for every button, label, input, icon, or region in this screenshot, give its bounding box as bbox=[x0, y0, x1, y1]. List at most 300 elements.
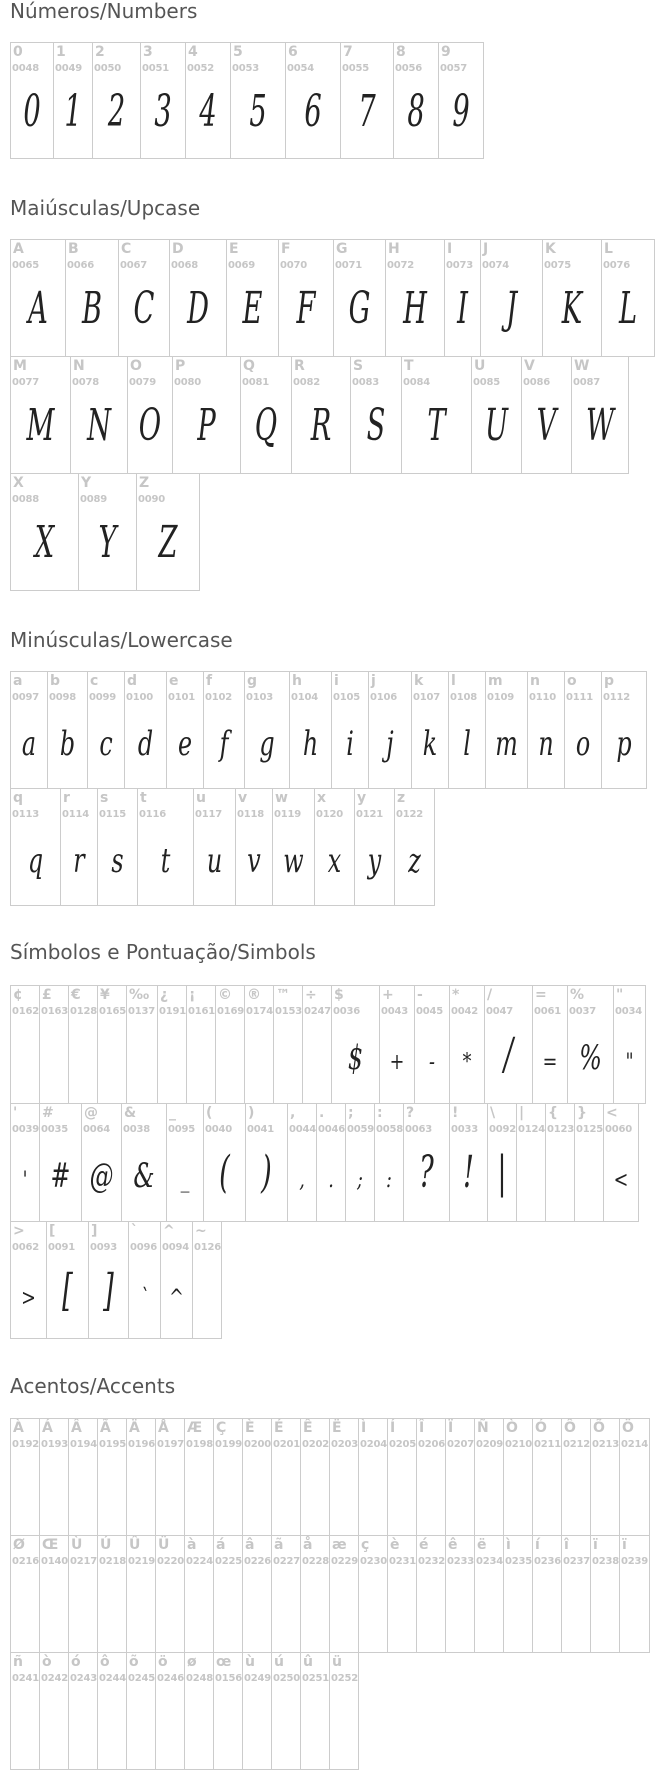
glyph-cell bbox=[331, 985, 380, 1104]
glyph-code-label: 0089 bbox=[80, 494, 108, 505]
glyph-character-label: l bbox=[451, 673, 456, 689]
glyph-sample: ) bbox=[261, 1147, 272, 1198]
glyph-cell bbox=[126, 985, 158, 1104]
glyph-character-label: Ù bbox=[71, 1537, 83, 1553]
glyph-cell bbox=[329, 1535, 359, 1653]
glyph-cell bbox=[385, 239, 445, 357]
glyph-character-label: Ë bbox=[332, 1420, 342, 1436]
glyph-code-label: 0195 bbox=[99, 1439, 127, 1450]
glyph-cell bbox=[387, 1418, 417, 1536]
glyph-cell bbox=[574, 1103, 604, 1222]
glyph-character-label: È bbox=[245, 1420, 255, 1436]
glyph-sample: u bbox=[206, 841, 223, 881]
glyph-sample: ] bbox=[103, 1265, 114, 1316]
glyph-code-label: 0126 bbox=[194, 1242, 222, 1253]
glyph-cell bbox=[242, 1535, 272, 1653]
glyph-cell bbox=[124, 671, 167, 789]
glyph-character-label: \ bbox=[490, 1105, 496, 1121]
glyph-code-label: 0191 bbox=[159, 1006, 187, 1017]
glyph-sample: : bbox=[386, 1168, 392, 1193]
glyph-sample: x bbox=[327, 841, 342, 881]
glyph-cell bbox=[155, 1535, 185, 1653]
glyph-character-label: ú bbox=[274, 1654, 284, 1670]
glyph-code-label: 0201 bbox=[273, 1439, 301, 1450]
glyph-cell bbox=[203, 1103, 246, 1222]
glyph-code-label: 0233 bbox=[447, 1556, 475, 1567]
glyph-sample: K bbox=[561, 283, 583, 334]
glyph-code-label: 0075 bbox=[544, 260, 572, 271]
glyph-code-label: 0059 bbox=[347, 1124, 375, 1135]
glyph-cell bbox=[47, 671, 88, 789]
glyph-sample: T bbox=[427, 400, 446, 451]
glyph-character-label: e bbox=[169, 673, 179, 689]
glyph-cell bbox=[70, 356, 128, 474]
glyph-code-label: 0174 bbox=[246, 1006, 274, 1017]
glyph-cell bbox=[160, 1221, 193, 1339]
glyph-cell bbox=[445, 1535, 475, 1653]
glyph-character-label: ( bbox=[206, 1105, 213, 1121]
glyph-sample: & bbox=[133, 1156, 155, 1196]
glyph-cell bbox=[394, 788, 435, 906]
glyph-character-label: I bbox=[447, 241, 453, 257]
glyph-cell bbox=[184, 1535, 214, 1653]
glyph-code-label: 0076 bbox=[603, 260, 631, 271]
glyph-character-label: } bbox=[577, 1105, 587, 1121]
glyph-cell bbox=[126, 1418, 156, 1536]
glyph-cell bbox=[619, 1418, 650, 1536]
glyph-cell bbox=[480, 239, 543, 357]
glyph-character-label: Ñ bbox=[477, 1420, 489, 1436]
glyph-code-label: 0045 bbox=[416, 1006, 444, 1017]
glyph-character-label: 9 bbox=[441, 44, 451, 60]
glyph-sample: W bbox=[585, 400, 615, 451]
glyph-code-label: 0070 bbox=[280, 260, 308, 271]
glyph-character-label: # bbox=[42, 1105, 54, 1121]
glyph-character-label: k bbox=[414, 673, 424, 689]
glyph-character-label: Ê bbox=[303, 1420, 313, 1436]
glyph-cell bbox=[235, 788, 273, 906]
glyph-cell bbox=[126, 1652, 156, 1770]
glyph-sample: ' bbox=[22, 1168, 28, 1193]
glyph-code-label: 0074 bbox=[482, 260, 510, 271]
glyph-code-label: 0043 bbox=[381, 1006, 409, 1017]
glyph-code-label: 0153 bbox=[275, 1006, 303, 1017]
glyph-cell bbox=[345, 1103, 375, 1222]
glyph-code-label: 0124 bbox=[518, 1124, 546, 1135]
glyph-sample: e bbox=[177, 724, 193, 764]
glyph-character-label: t bbox=[140, 790, 147, 806]
glyph-cell bbox=[484, 985, 533, 1104]
glyph-cell bbox=[213, 1535, 243, 1653]
glyph-sample: s bbox=[111, 841, 124, 881]
glyph-character-label: K bbox=[545, 241, 556, 257]
section-title: Acentos/Accents bbox=[10, 1374, 176, 1398]
glyph-cell bbox=[10, 1418, 40, 1536]
glyph-character-label: 8 bbox=[396, 44, 406, 60]
glyph-cell bbox=[39, 1103, 82, 1222]
glyph-code-label: 0112 bbox=[603, 692, 631, 703]
glyph-code-label: 0252 bbox=[331, 1673, 359, 1684]
glyph-cell bbox=[166, 671, 204, 789]
glyph-code-label: 0243 bbox=[70, 1673, 98, 1684]
glyph-cell bbox=[137, 788, 194, 906]
glyph-code-label: 0248 bbox=[186, 1673, 214, 1684]
glyph-sample: X bbox=[34, 517, 55, 568]
glyph-code-label: 0039 bbox=[12, 1124, 40, 1135]
glyph-cell bbox=[300, 1535, 330, 1653]
glyph-sample: 4 bbox=[199, 86, 217, 137]
glyph-sample: % bbox=[579, 1038, 602, 1078]
glyph-character-label: ¢ bbox=[13, 987, 23, 1003]
glyph-cell bbox=[155, 1652, 185, 1770]
glyph-code-label: 0071 bbox=[335, 260, 363, 271]
glyph-code-label: 0057 bbox=[440, 63, 468, 74]
glyph-character-label: ø bbox=[187, 1654, 197, 1670]
glyph-code-label: 0203 bbox=[331, 1439, 359, 1450]
glyph-character-label: Ï bbox=[448, 1420, 454, 1436]
glyph-character-label: x bbox=[317, 790, 327, 806]
glyph-sample: @ bbox=[89, 1156, 114, 1196]
glyph-code-label: 0042 bbox=[451, 1006, 479, 1017]
glyph-character-label: ï bbox=[593, 1537, 598, 1553]
glyph-cell bbox=[590, 1535, 620, 1653]
glyph-cell bbox=[213, 1652, 243, 1770]
glyph-character-label: M bbox=[13, 358, 27, 374]
glyph-character-label: ó bbox=[71, 1654, 81, 1670]
glyph-cell bbox=[39, 1535, 69, 1653]
glyph-cell bbox=[271, 1418, 301, 1536]
glyph-character-label: ! bbox=[452, 1105, 459, 1121]
glyph-character-label: ñ bbox=[13, 1654, 23, 1670]
glyph-character-label: $ bbox=[334, 987, 344, 1003]
glyph-character-label: P bbox=[175, 358, 186, 374]
glyph-sample: r bbox=[73, 841, 85, 881]
glyph-code-label: 0237 bbox=[563, 1556, 591, 1567]
glyph-cell bbox=[416, 1535, 446, 1653]
glyph-code-label: 0229 bbox=[331, 1556, 359, 1567]
glyph-sample: 9 bbox=[452, 86, 470, 137]
glyph-code-label: 0140 bbox=[41, 1556, 69, 1567]
glyph-code-label: 0234 bbox=[476, 1556, 504, 1567]
glyph-character-label: ë bbox=[477, 1537, 487, 1553]
glyph-sample: | bbox=[497, 1147, 507, 1198]
glyph-code-label: 0033 bbox=[451, 1124, 479, 1135]
glyph-code-label: 0239 bbox=[621, 1556, 649, 1567]
glyph-code-label: 0086 bbox=[523, 377, 551, 388]
glyph-character-label: 3 bbox=[143, 44, 153, 60]
glyph-character-label: Ö bbox=[622, 1420, 634, 1436]
glyph-character-label: @ bbox=[84, 1105, 98, 1121]
glyph-character-label: î bbox=[564, 1537, 569, 1553]
glyph-character-label: % bbox=[570, 987, 585, 1003]
glyph-code-label: 0052 bbox=[187, 63, 215, 74]
glyph-character-label: 4 bbox=[188, 44, 198, 60]
glyph-character-label: ® bbox=[247, 987, 261, 1003]
glyph-character-label: Œ bbox=[42, 1537, 59, 1553]
glyph-cell bbox=[126, 1535, 156, 1653]
glyph-code-label: 0225 bbox=[215, 1556, 243, 1567]
glyph-sample: [ bbox=[62, 1265, 73, 1316]
glyph-sample: O bbox=[138, 400, 162, 451]
glyph-code-label: 0094 bbox=[162, 1242, 190, 1253]
glyph-character-label: ™ bbox=[276, 987, 290, 1003]
glyph-character-label: Ü bbox=[158, 1537, 170, 1553]
glyph-character-label: i bbox=[334, 673, 339, 689]
glyph-sample: a bbox=[21, 724, 37, 764]
glyph-cell bbox=[78, 473, 137, 591]
glyph-cell bbox=[213, 1418, 243, 1536]
glyph-character-label: 2 bbox=[95, 44, 105, 60]
glyph-sample: # bbox=[50, 1156, 71, 1196]
glyph-character-label: h bbox=[292, 673, 302, 689]
glyph-character-label: 6 bbox=[288, 44, 298, 60]
glyph-character-label: é bbox=[419, 1537, 429, 1553]
glyph-cell bbox=[542, 239, 602, 357]
glyph-cell bbox=[445, 1418, 475, 1536]
glyph-cell bbox=[379, 985, 415, 1104]
glyph-cell bbox=[564, 671, 602, 789]
glyph-code-label: 0246 bbox=[157, 1673, 185, 1684]
glyph-cell bbox=[240, 356, 292, 474]
glyph-character-label: X bbox=[13, 475, 24, 491]
glyph-code-label: 0068 bbox=[171, 260, 199, 271]
glyph-sample: 7 bbox=[358, 86, 376, 137]
glyph-code-label: 0213 bbox=[592, 1439, 620, 1450]
glyph-cell bbox=[10, 1652, 40, 1770]
glyph-sample: ; bbox=[357, 1168, 363, 1193]
glyph-sample: ? bbox=[419, 1147, 434, 1198]
glyph-cell bbox=[242, 1418, 272, 1536]
glyph-code-label: 0079 bbox=[129, 377, 157, 388]
glyph-character-label: ` bbox=[131, 1223, 138, 1239]
glyph-cell bbox=[81, 1103, 122, 1222]
glyph-code-label: 0040 bbox=[205, 1124, 233, 1135]
glyph-cell bbox=[97, 985, 127, 1104]
glyph-character-label: ö bbox=[158, 1654, 168, 1670]
glyph-cell bbox=[242, 1652, 272, 1770]
glyph-character-label: Ú bbox=[100, 1537, 112, 1553]
glyph-sample: w bbox=[283, 841, 304, 881]
glyph-code-label: 0062 bbox=[12, 1242, 40, 1253]
glyph-character-label: Q bbox=[243, 358, 255, 374]
glyph-code-label: 0085 bbox=[473, 377, 501, 388]
glyph-sample: n bbox=[538, 724, 554, 764]
glyph-code-label: 0162 bbox=[12, 1006, 40, 1017]
glyph-code-label: 0082 bbox=[293, 377, 321, 388]
glyph-cell bbox=[285, 42, 341, 159]
glyph-sample: ! bbox=[463, 1147, 474, 1198]
glyph-cell bbox=[157, 985, 187, 1104]
glyph-sample: M bbox=[26, 400, 55, 451]
glyph-character-label: J bbox=[483, 241, 489, 257]
glyph-character-label: ] bbox=[91, 1223, 98, 1239]
glyph-sample: c bbox=[99, 724, 113, 764]
glyph-character-label: W bbox=[574, 358, 590, 374]
glyph-code-label: 0055 bbox=[342, 63, 370, 74]
glyph-cell bbox=[121, 1103, 167, 1222]
glyph-code-label: 0102 bbox=[205, 692, 233, 703]
glyph-character-label: Â bbox=[71, 1420, 82, 1436]
glyph-cell bbox=[474, 1535, 504, 1653]
glyph-code-label: 0088 bbox=[12, 494, 40, 505]
glyph-character-label: À bbox=[13, 1420, 24, 1436]
glyph-character-label: É bbox=[274, 1420, 284, 1436]
glyph-character-label: Í bbox=[390, 1420, 396, 1436]
glyph-character-label: d bbox=[127, 673, 138, 689]
glyph-code-label: 0106 bbox=[370, 692, 398, 703]
glyph-cell bbox=[203, 671, 245, 789]
glyph-cell bbox=[53, 42, 93, 159]
glyph-code-label: 0245 bbox=[128, 1673, 156, 1684]
glyph-sample: f bbox=[219, 724, 229, 764]
glyph-character-label: L bbox=[604, 241, 613, 257]
glyph-character-label: Õ bbox=[593, 1420, 605, 1436]
glyph-cell bbox=[245, 1103, 288, 1222]
glyph-character-label: G bbox=[336, 241, 348, 257]
glyph-code-label: 0091 bbox=[48, 1242, 76, 1253]
glyph-cell bbox=[97, 1418, 127, 1536]
glyph-sample: i bbox=[346, 724, 354, 764]
glyph-character-label: ã bbox=[274, 1537, 284, 1553]
glyph-sample: l bbox=[463, 724, 471, 764]
glyph-cell bbox=[521, 356, 572, 474]
glyph-character-label: o bbox=[567, 673, 577, 689]
glyph-code-label: 0098 bbox=[49, 692, 77, 703]
glyph-code-label: 0209 bbox=[476, 1439, 504, 1450]
glyph-sample: t bbox=[160, 841, 171, 881]
glyph-cell bbox=[411, 671, 449, 789]
glyph-character-label: ) bbox=[248, 1105, 255, 1121]
glyph-code-label: 0250 bbox=[273, 1673, 301, 1684]
glyph-cell bbox=[448, 671, 486, 789]
glyph-cell bbox=[316, 1103, 346, 1222]
glyph-cell bbox=[39, 1418, 69, 1536]
glyph-code-label: 0087 bbox=[573, 377, 601, 388]
glyph-cell bbox=[601, 671, 647, 789]
glyph-cell bbox=[567, 985, 614, 1104]
glyph-cell bbox=[271, 1535, 301, 1653]
glyph-code-label: 0199 bbox=[215, 1439, 243, 1450]
glyph-sample: * bbox=[462, 1050, 472, 1075]
glyph-character-label: 5 bbox=[233, 44, 243, 60]
glyph-character-label: ù bbox=[245, 1654, 255, 1670]
glyph-sample: h bbox=[302, 724, 319, 764]
glyph-cell bbox=[487, 1103, 517, 1222]
glyph-code-label: 0056 bbox=[395, 63, 423, 74]
section-title: Números/Numbers bbox=[10, 0, 198, 23]
glyph-code-label: 0231 bbox=[389, 1556, 417, 1567]
glyph-cell bbox=[60, 788, 98, 906]
glyph-code-label: 0232 bbox=[418, 1556, 446, 1567]
glyph-character-label: q bbox=[13, 790, 24, 806]
glyph-sample: < bbox=[613, 1168, 629, 1193]
glyph-code-label: 0078 bbox=[72, 377, 100, 388]
glyph-cell bbox=[215, 985, 245, 1104]
glyph-cell bbox=[300, 1652, 330, 1770]
glyph-code-label: 0118 bbox=[237, 809, 265, 820]
glyph-character-label: 0 bbox=[13, 44, 23, 60]
glyph-character-label: g bbox=[247, 673, 258, 689]
glyph-code-label: 0228 bbox=[302, 1556, 330, 1567]
glyph-sample: q bbox=[27, 841, 44, 881]
glyph-code-label: 0249 bbox=[244, 1673, 272, 1684]
glyph-character-label: & bbox=[124, 1105, 137, 1121]
glyph-code-label: 0034 bbox=[615, 1006, 643, 1017]
glyph-cell bbox=[136, 473, 200, 591]
glyph-character-label: c bbox=[90, 673, 99, 689]
glyph-character-label: H bbox=[388, 241, 400, 257]
glyph-cell bbox=[374, 1103, 404, 1222]
glyph-sample: F bbox=[296, 283, 316, 334]
section-title: Minúsculas/Lowercase bbox=[10, 628, 233, 652]
glyph-character-label: ì bbox=[506, 1537, 511, 1553]
glyph-cell bbox=[92, 42, 141, 159]
glyph-code-label: 0051 bbox=[142, 63, 170, 74]
glyph-cell bbox=[416, 1418, 446, 1536]
glyph-sample: j bbox=[386, 724, 394, 764]
glyph-cell bbox=[414, 985, 450, 1104]
glyph-code-label: 0226 bbox=[244, 1556, 272, 1567]
glyph-code-label: 0192 bbox=[12, 1439, 40, 1450]
glyph-cell bbox=[368, 671, 412, 789]
glyph-cell bbox=[87, 671, 125, 789]
glyph-code-label: 0119 bbox=[274, 809, 302, 820]
glyph-code-label: 0241 bbox=[12, 1673, 40, 1684]
glyph-character-label: £ bbox=[42, 987, 52, 1003]
glyph-character-label: r bbox=[63, 790, 70, 806]
glyph-character-label: y bbox=[357, 790, 367, 806]
glyph-character-label: V bbox=[524, 358, 535, 374]
glyph-character-label: ô bbox=[100, 1654, 110, 1670]
glyph-code-label: 0090 bbox=[138, 494, 166, 505]
glyph-cell bbox=[184, 1652, 214, 1770]
glyph-sample: g bbox=[259, 724, 275, 764]
glyph-cell bbox=[68, 985, 98, 1104]
glyph-sample: $ bbox=[347, 1038, 364, 1078]
glyph-code-label: 0165 bbox=[99, 1006, 127, 1017]
glyph-code-label: 0210 bbox=[505, 1439, 533, 1450]
glyph-code-label: 0095 bbox=[168, 1124, 196, 1135]
glyph-cell bbox=[474, 1418, 504, 1536]
glyph-character-label: å bbox=[303, 1537, 313, 1553]
glyph-character-label: ï bbox=[622, 1537, 627, 1553]
glyph-sample: _ bbox=[180, 1168, 190, 1193]
glyph-cell bbox=[590, 1418, 620, 1536]
glyph-cell bbox=[350, 356, 402, 474]
glyph-character-label: Y bbox=[81, 475, 92, 491]
glyph-sample: y bbox=[367, 841, 382, 881]
glyph-cell bbox=[10, 671, 48, 789]
glyph-character-label: R bbox=[294, 358, 305, 374]
glyph-character-label: ' bbox=[13, 1105, 18, 1121]
glyph-character-label: è bbox=[390, 1537, 400, 1553]
glyph-cell bbox=[184, 1418, 214, 1536]
glyph-code-label: 0060 bbox=[605, 1124, 633, 1135]
glyph-sample: - bbox=[429, 1050, 435, 1075]
glyph-character-label: U bbox=[474, 358, 486, 374]
glyph-code-label: 0105 bbox=[333, 692, 361, 703]
glyph-character-label: á bbox=[216, 1537, 226, 1553]
glyph-character-label: s bbox=[100, 790, 109, 806]
glyph-sample: B bbox=[81, 283, 103, 334]
glyph-cell bbox=[140, 42, 186, 159]
glyph-cell bbox=[571, 356, 629, 474]
glyph-code-label: 0235 bbox=[505, 1556, 533, 1567]
glyph-code-label: 0197 bbox=[157, 1439, 185, 1450]
glyph-sample: 3 bbox=[154, 86, 172, 137]
glyph-code-label: 0202 bbox=[302, 1439, 330, 1450]
glyph-cell bbox=[527, 671, 565, 789]
